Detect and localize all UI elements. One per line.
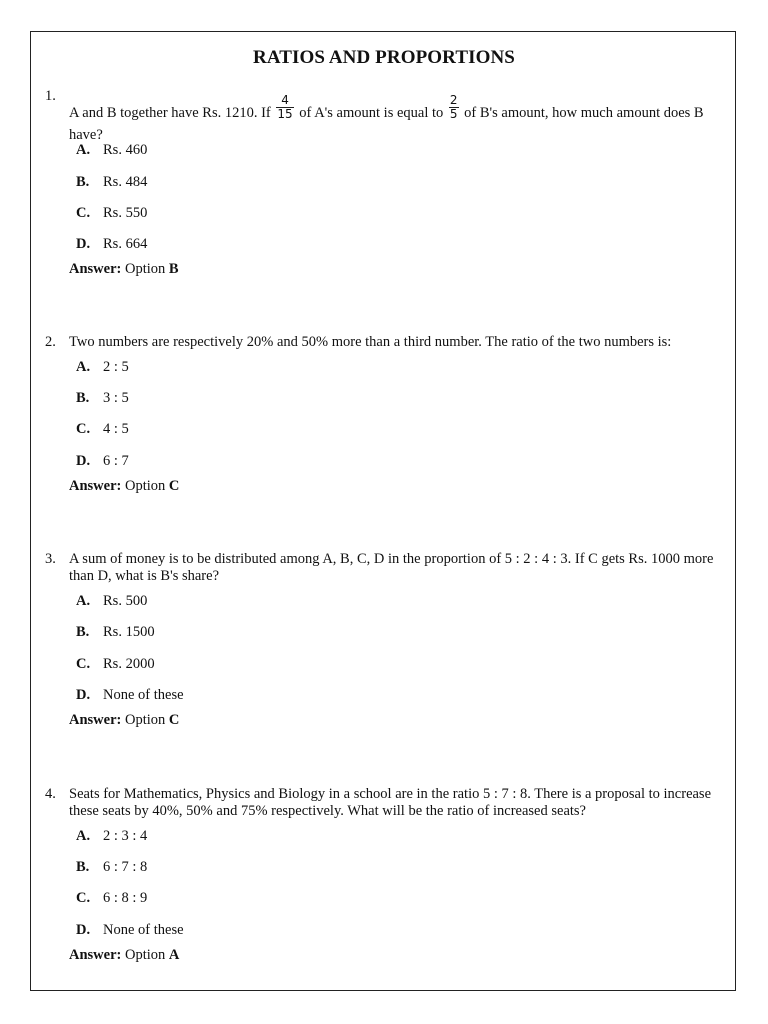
- option-letter: D.: [76, 687, 91, 703]
- answer-label: Answer:: [69, 478, 122, 494]
- option-text: Rs. 500: [103, 593, 148, 609]
- question-text-part: of A's amount is equal to: [295, 104, 447, 121]
- fraction-denominator: 15: [277, 107, 293, 121]
- option-text: Rs. 550: [103, 205, 148, 221]
- option-letter: C.: [76, 656, 91, 672]
- fraction-numerator: 2: [449, 93, 458, 107]
- option-text: Rs. 664: [103, 236, 148, 252]
- fraction-numerator: 4: [281, 93, 289, 107]
- option-text: 6 : 7 : 8: [103, 859, 148, 875]
- option-text: 6 : 7: [103, 453, 129, 469]
- answer-value: A: [168, 947, 180, 963]
- option-b: [76, 390, 129, 407]
- option-letter: B.: [76, 390, 90, 406]
- option-c: [76, 421, 129, 438]
- question-number: 1.: [45, 88, 56, 104]
- option-a: [76, 593, 147, 610]
- fraction-denominator: 5: [449, 107, 458, 121]
- option-text: 2 : 3 : 4: [103, 828, 148, 844]
- answer-value: B: [168, 261, 179, 277]
- option-letter: D.: [76, 236, 91, 252]
- answer-option-word: Option: [124, 478, 166, 494]
- option-b: [76, 859, 147, 876]
- option-letter: B.: [76, 859, 90, 875]
- option-text: 3 : 5: [103, 390, 129, 406]
- answer-option-word: Option: [124, 712, 166, 728]
- option-d: [76, 453, 129, 470]
- option-letter: D.: [76, 922, 91, 938]
- question-text: [69, 93, 724, 144]
- answer-line: [69, 478, 179, 495]
- answer-option-word: Option: [124, 261, 166, 277]
- answer-label: Answer:: [69, 947, 122, 963]
- option-b: [76, 624, 155, 641]
- answer-option-word: Option: [124, 947, 166, 963]
- page-title: RATIOS AND PROPORTIONS: [253, 47, 515, 68]
- option-text: Rs. 460: [103, 142, 148, 158]
- option-letter: A.: [76, 828, 91, 844]
- option-a: [76, 828, 147, 845]
- answer-line: [69, 947, 179, 964]
- option-text: 2 : 5: [103, 359, 129, 375]
- option-d: [76, 922, 184, 939]
- option-c: [76, 890, 147, 907]
- question-text-part: of B's amount, how much amount does B have?: [69, 104, 704, 143]
- option-letter: C.: [76, 890, 91, 906]
- option-letter: B.: [76, 174, 90, 190]
- option-letter: B.: [76, 624, 90, 640]
- option-text: Rs. 2000: [103, 656, 155, 672]
- option-d: [76, 236, 147, 253]
- option-a: [76, 142, 147, 159]
- answer-line: [69, 261, 179, 278]
- answer-label: Answer:: [69, 712, 122, 728]
- option-letter: D.: [76, 453, 91, 469]
- option-letter: A.: [76, 359, 91, 375]
- option-b: [76, 174, 147, 191]
- answer-value: C: [168, 478, 180, 494]
- option-letter: C.: [76, 421, 91, 437]
- question-number: 4.: [45, 786, 56, 802]
- option-text: None of these: [103, 687, 184, 703]
- question-number: 3.: [45, 551, 56, 567]
- option-letter: A.: [76, 593, 91, 609]
- option-a: [76, 359, 129, 376]
- option-text: Rs. 484: [103, 174, 148, 190]
- question-text: Two numbers are respectively 20% and 50% more than a third number. The ratio of the two numbers is:: [69, 334, 672, 350]
- question-number: 2.: [45, 334, 56, 350]
- answer-line: [69, 712, 179, 729]
- option-c: [76, 205, 147, 222]
- option-letter: A.: [76, 142, 91, 158]
- question-text-part: A and B together have Rs. 1210. If: [69, 104, 275, 121]
- answer-label: Answer:: [69, 261, 122, 277]
- option-d: [76, 687, 184, 704]
- fraction: [449, 94, 459, 121]
- fraction: [276, 94, 293, 121]
- option-text: 4 : 5: [103, 421, 129, 437]
- option-letter: C.: [76, 205, 91, 221]
- option-c: [76, 656, 155, 673]
- question-text: A sum of money is to be distributed among A, B, C, D in the proportion of 5 : 2 : 4 : 3. If C gets Rs. 1000 more than D, what is B's share?: [69, 551, 714, 584]
- option-text: 6 : 8 : 9: [103, 890, 148, 906]
- answer-value: C: [168, 712, 180, 728]
- question-text: Seats for Mathematics, Physics and Biology in a school are in the ratio 5 : 7 : 8. There is a proposal to increase these seats by 40%, 50% and 75% respectively. What will be the ratio of increased seats?: [69, 786, 712, 819]
- option-text: Rs. 1500: [103, 624, 155, 640]
- option-text: None of these: [103, 922, 184, 938]
